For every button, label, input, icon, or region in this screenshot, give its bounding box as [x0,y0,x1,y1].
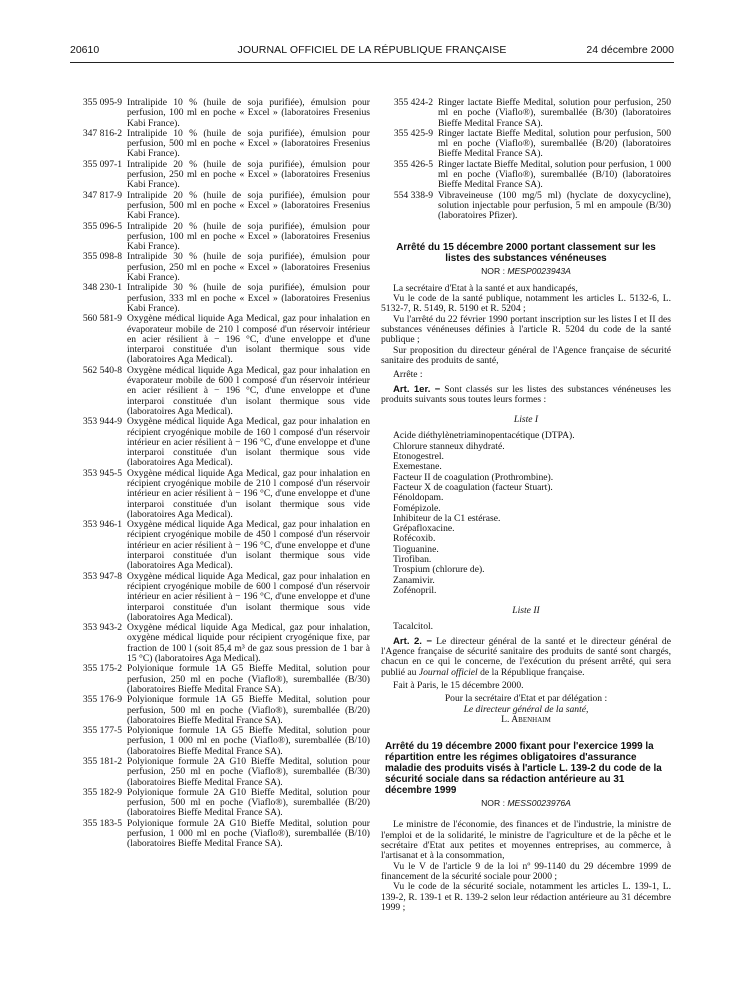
substance-item: Exemestane. [393,461,442,473]
product-description: Polyionique formule 2A G10 Bieffe Medital, solution pour perfusion, 1 000 ml en poche (Viaflo®), suremballée (B/10) (laboratoires Bieffe Medital France SA). [127,817,370,850]
journal-title: JOURNAL OFFICIEL DE LA RÉPUBLIQUE FRANÇAISE [237,44,507,56]
product-code: 355 176-9 [82,694,122,706]
product-description: Polyionique formule 1A G5 Bieffe Medital, solution pour perfusion, 500 ml en poche (Viaflo®), suremballée (B/20) (laboratoires Bieffe Medital France SA). [127,694,370,726]
product-description: Oxygène médical liquide Aga Medical, gaz pour inhalation en récipient cryogénique mobile de 160 l composé d'un réservoir intérieur en acier résilient à − 196 °C, d'une enveloppe et d'une interparoi constituée d'un isolant thermique sous vide (laboratoires Aga Medical). [127,416,370,469]
substance-item: Chlorure stanneux dihydraté. [393,440,505,452]
liste-2 [393,622,671,632]
product-entry [70,726,370,757]
product-code: 355 097-1 [82,158,122,170]
product-entry [70,695,370,726]
product-description: Intralipide 20 % (huile de soja purifiée), émulsion pour perfusion, 100 ml en poche « Excel » (laboratoires Fresenius Kabi France). [127,220,370,253]
product-entry [381,191,671,222]
product-description: Oxygène médical liquide Aga Medical, gaz pour inhalation en évaporateur mobile de 210 l composé d'un réservoir intérieur en acier résilient à − 196 °C, d'une enveloppe et d'une interparoi constituée d'un isolant thermique sous vide (laboratoires Aga Medical). [127,313,370,366]
substance-item: Acide diéthylènetriaminopentacétique (DTPA). [393,430,575,442]
product-code: 355 095-9 [82,97,122,108]
substance-item: Trospium (chlorure de). [393,564,485,576]
product-code: 355 098-8 [82,251,122,263]
product-entry [70,757,370,788]
product-entry [70,664,370,695]
product-code: 560 581-9 [82,313,122,325]
paragraph: Vu l'arrêté du 22 février 1990 portant inscription sur les listes I et II des substances vénéneuses définies à l'article R. 5204 du code de la santé publique ; [381,313,671,346]
product-entry [70,469,370,520]
substance-item: Etonogestrel. [393,451,444,463]
product-entry [70,819,370,850]
signature-line: Pour la secrétaire d'Etat et par délégation : [444,693,608,705]
article-1: Art. 1er. − Sont classés sur les listes des substances vénéneuses les produits suivants sous toutes leurs formes : [381,383,671,405]
product-code: 355 424-2 [393,97,433,108]
product-description: Intralipide 10 % (huile de soja purifiée), émulsion pour perfusion, 500 ml en poche « Excel » (laboratoires Fresenius Kabi France). [127,127,370,160]
product-entry [70,314,370,365]
signature-title: Le directeur général de la santé, [463,703,589,715]
product-code: 355 182-9 [82,786,122,798]
page-number: 20610 [70,44,100,56]
product-description: Polyionique formule 1A G5 Bieffe Medital, solution pour perfusion, 1 000 ml en poche (Viaflo®), suremballée (B/10) (laboratoires Bieffe Medital France SA). [127,725,370,757]
substance-item: Rofécoxib. [393,533,436,545]
header-rule [70,62,674,63]
nor-reference: NOR : MESP0023943A [481,265,571,276]
product-entry [70,366,370,417]
substance-item: Tacalcitol. [393,621,434,633]
product-description: Polyionique formule 1A G5 Bieffe Medital, solution pour perfusion, 250 ml en poche (Viaflo®), suremballée (B/30) (laboratoires Bieffe Medital France SA). [127,663,370,695]
substance-item: Grépafloxacine. [393,523,455,535]
product-code: 355 175-2 [82,663,122,675]
product-code: 355 177-5 [82,725,122,737]
substance-item: Tioguanine. [393,543,439,555]
product-description: Oxygène médical liquide Aga Medical, gaz pour inhalation, oxygène médical liquide pour récipient cryogénique fixe, par fraction de 100 l (soit 85,4 m³ de gaz sous pression de 1 bar à 15 °C) (laboratoires Aga Medical). [127,622,370,665]
liste-1-title: Liste I [513,414,539,426]
liste-1 [393,431,671,596]
substance-item: Tirofiban. [393,553,432,565]
left-column [70,98,370,850]
product-entry [70,222,370,253]
product-entry [70,520,370,571]
paragraph: Vu le code de la santé publique, notamment les articles L. 5132-6, L. 5132-7, R. 5149, R. 5190 et R. 5204 ; [381,293,671,315]
paragraph: La secrétaire d'Etat à la santé et aux handicapés, [393,282,578,294]
product-code: 347 817-9 [82,189,122,201]
substance-item: Fénoldopam. [393,492,444,504]
nor-reference: NOR : MESS0023976A [481,798,571,809]
product-description: Polyionique formule 2A G10 Bieffe Medital, solution pour perfusion, 250 ml en poche (Viaflo®), suremballée (B/30) (laboratoires Bieffe Medital France SA). [127,756,370,788]
liste-2-title: Liste II [512,605,540,617]
product-description: Ringer lactate Bieffe Medital, solution pour perfusion, 1 000 ml en poche (Viaflo®), suremballée (B/10) (laboratoires Bieffe Medital France SA). [438,158,671,191]
product-code: 355 183-5 [82,817,122,829]
article-2: Art. 2. − Le directeur général de la santé et le directeur général de l'Agence française de sécurité sanitaire des produits de santé sont chargés, chacun en ce qui le concerne, de l'exécution du présent arrêté, qui sera publié au Journal officiel de la République française. [381,635,671,678]
product-code: 347 816-2 [82,127,122,139]
right-product-list [381,98,671,222]
substance-item: Zanamivir. [393,574,435,586]
product-description: Oxygène médical liquide Aga Medical, gaz pour inhalation en évaporateur mobile de 600 l composé d'un réservoir intérieur en acier résilient à − 196 °C, d'une enveloppe et d'une interparoi constituée d'un isolant thermique sous vide (laboratoires Aga Medical). [127,364,370,417]
product-entry [70,160,370,191]
product-entry [70,417,370,468]
product-description: Intralipide 20 % (huile de soja purifiée), émulsion pour perfusion, 250 ml en poche « Excel » (laboratoires Fresenius Kabi France). [127,158,370,191]
product-code: 355 426-5 [393,158,433,170]
signatory-name: L. Abenhaim [501,713,551,725]
substance-item: Zofénopril. [393,584,437,596]
product-entry [70,252,370,283]
done-at: Fait à Paris, le 15 décembre 2000. [393,679,524,691]
product-code: 353 945-5 [82,467,122,479]
product-code: 353 944-9 [82,416,122,428]
product-description: Intralipide 30 % (huile de soja purifiée), émulsion pour perfusion, 333 ml en poche « Excel » (laboratoires Fresenius Kabi France). [127,282,370,314]
product-description: Polyionique formule 2A G10 Bieffe Medital, solution pour perfusion, 500 ml en poche (Viaflo®), suremballée (B/20) (laboratoires Bieffe Medital France SA). [127,786,370,819]
product-code: 348 230-1 [82,282,122,294]
product-code: 355 425-9 [393,127,433,139]
substance-item: Facteur II de coagulation (Prothrombine). [393,471,554,483]
product-code: 353 947-8 [82,570,122,582]
product-description: Ringer lactate Bieffe Medital, solution pour perfusion, 250 ml en poche (Viaflo®), suremballée (B/30) (laboratoires Bieffe Medital France SA). [438,97,671,129]
product-entry [381,129,671,160]
product-entry [70,283,370,314]
product-code: 562 540-8 [82,364,122,376]
product-description: Oxygène médical liquide Aga Medical, gaz pour inhalation en récipient cryogénique mobile de 600 l composé d'un réservoir intérieur en acier résilient à − 196 °C, d'une enveloppe et d'une interparoi constituée d'un isolant thermique sous vide (laboratoires Aga Medical). [127,570,370,623]
product-code: 353 943-2 [82,622,122,634]
substance-item: Inhibiteur de la C1 estérase. [393,512,501,524]
product-description: Intralipide 20 % (huile de soja purifiée), émulsion pour perfusion, 500 ml en poche « Excel » (laboratoires Fresenius Kabi France). [127,189,370,222]
paragraph: Le ministre de l'économie, des finances et de l'industrie, la ministre de l'emploi et de la solidarité, le ministre de l'agriculture et de la pêche et le secrétaire d'Etat aux petites et moyennes entreprises, au commerce, à l'artisanat et à la consommation, [381,819,671,862]
product-entry [70,191,370,222]
product-code: 353 946-1 [82,519,122,531]
product-description: Intralipide 10 % (huile de soja purifiée), émulsion pour perfusion, 100 ml en poche « Excel » (laboratoires Fresenius Kabi France). [127,97,370,129]
paragraph: Sur proposition du directeur général de l'Agence française de sécurité sanitaire des produits de santé, [381,344,671,366]
product-entry [70,788,370,819]
product-code: 355 096-5 [82,220,122,232]
product-description: Ringer lactate Bieffe Medital, solution pour perfusion, 500 ml en poche (Viaflo®), suremballée (B/20) (laboratoires Bieffe Medital France SA). [438,127,671,160]
product-code: 355 181-2 [82,756,122,767]
product-description: Oxygène médical liquide Aga Medical, gaz pour inhalation en récipient cryogénique mobile de 450 l composé d'un réservoir intérieur en acier résilient à − 196 °C, d'une enveloppe et d'une interparoi constituée d'un isolant thermique sous vide (laboratoires Aga Medical). [127,519,370,572]
product-description: Vibraveineuse (100 mg/5 ml) (hyclate de doxycycline), solution injectable pour perfusion, 5 ml en ampoule (B/30) (laboratoires Pfizer). [438,189,671,222]
product-entry [70,572,370,623]
paragraph: Vu le V de l'article 9 de la loi nº 99-1140 du 29 décembre 1999 de financement de la sécurité sociale pour 2000 ; [381,860,671,882]
product-code: 554 338-9 [393,189,433,201]
right-column [381,98,671,913]
arrete-word: Arrête : [393,369,423,381]
substance-item: Fomépizole. [393,502,441,514]
issue-date: 24 décembre 2000 [586,44,674,56]
product-entry [70,623,370,664]
product-entry [381,98,671,129]
product-entry [381,160,671,191]
arrete-title: Arrêté du 19 décembre 2000 fixant pour l'exercice 1999 la répartition entre les régimes obligatoires d'assurance maladie des produits visés à l'article L. 139-2 du code de la sécurité sociale dans sa rédaction antérieure au 31 décembre 1999 [385,741,662,797]
paragraph: Vu le code de la sécurité sociale, notamment les articles L. 139-1, L. 139-2, R. 139-1 et R. 139-2 selon leur rédaction antérieure au 31 décembre 1999 ; [381,881,671,913]
product-entry [70,98,370,129]
product-entry [70,129,370,160]
substance-item: Facteur X de coagulation (facteur Stuart). [393,481,553,493]
product-description: Intralipide 30 % (huile de soja purifiée), émulsion pour perfusion, 250 ml en poche « Excel » (laboratoires Fresenius Kabi France). [127,251,370,284]
product-description: Oxygène médical liquide Aga Medical, gaz pour inhalation en récipient cryogénique mobile de 210 l composé d'un réservoir intérieur en acier résilient à − 196 °C, d'une enveloppe et d'une interparoi constituée d'un isolant thermique sous vide (laboratoires Aga Medical). [127,467,370,520]
arrete-title: Arrêté du 15 décembre 2000 portant classement sur les listes des substances vénéneuses [396,241,656,264]
page-header [70,44,674,58]
